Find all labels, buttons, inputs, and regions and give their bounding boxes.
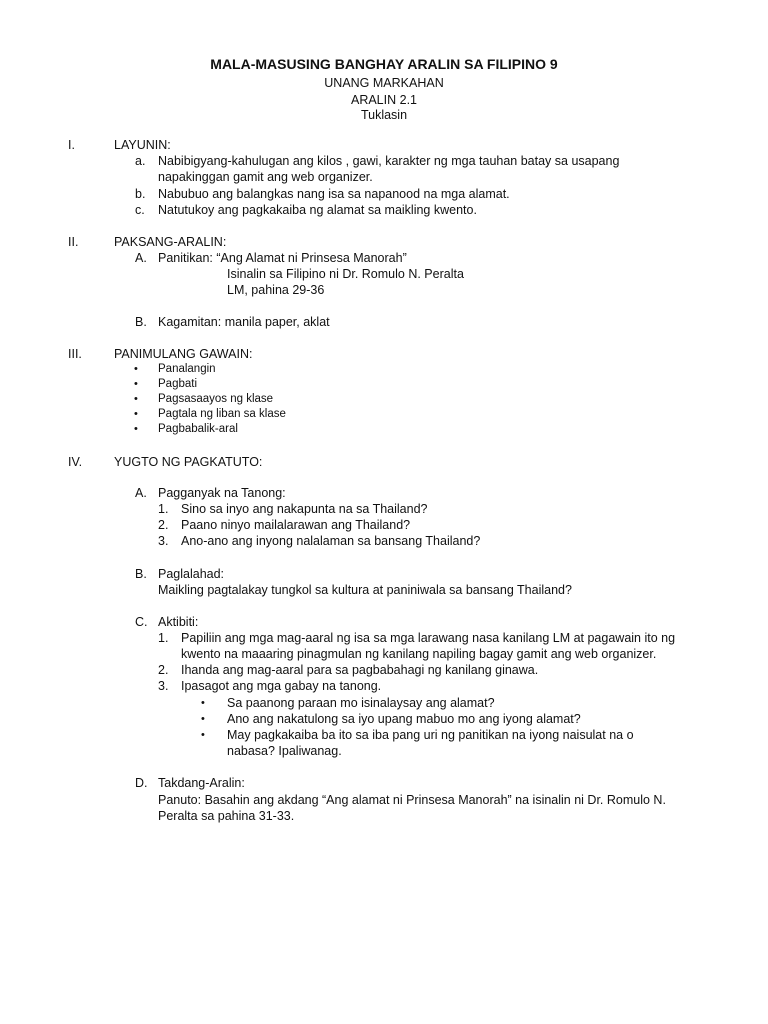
section-number: IV. <box>68 455 83 469</box>
list-marker: a. <box>135 154 146 168</box>
question-item: Paano ninyo mailalarawan ang Thailand? <box>181 518 411 532</box>
quarter-label: UNANG MARKAHAN <box>324 76 444 90</box>
list-marker: D. <box>135 776 148 790</box>
subsection-title-pagganyak: Pagganyak na Tanong: <box>158 486 286 500</box>
list-item: Pagbabalik-aral <box>158 423 238 435</box>
section-heading-layunin: LAYUNIN: <box>114 138 171 152</box>
bullet-icon: • <box>134 408 138 420</box>
bullet-icon: • <box>201 697 205 709</box>
section-heading-panimulang-gawain: PANIMULANG GAWAIN: <box>114 347 253 361</box>
subsection-title-paglalahad: Paglalahad: <box>158 567 225 581</box>
objective-c: Natutukoy ang pagkakaiba ng alamat sa maikling kwento. <box>158 203 477 217</box>
list-item: Panalangin <box>158 363 216 375</box>
bullet-icon: • <box>134 423 138 435</box>
section-heading-paksang-aralin: PAKSANG-ARALIN: <box>114 235 227 249</box>
list-marker: 1. <box>158 631 169 645</box>
list-marker: 3. <box>158 534 169 548</box>
list-item: Pagbati <box>158 378 198 390</box>
list-item: Pagtala ng liban sa klase <box>158 408 286 420</box>
objective-a: Nabibigyang-kahulugan ang kilos , gawi, karakter ng mga tauhan batay sa usapang <box>158 154 620 168</box>
assignment-instructions: Panuto: Basahin ang akdang “Ang alamat ni Prinsesa Manorah” na isinalin ni Dr. Romulo N. <box>158 793 666 807</box>
list-marker: c. <box>135 203 145 217</box>
document-title: MALA-MASUSING BANGHAY ARALIN SA FILIPINO 9 <box>210 56 558 72</box>
activity-step: Ipasagot ang mga gabay na tanong. <box>181 679 382 693</box>
list-marker: B. <box>135 567 147 581</box>
guide-question: Ano ang nakatulong sa iyo upang mabuo mo ang iyong alamat? <box>227 712 581 726</box>
assignment-instructions-cont: Peralta sa pahina 31-33. <box>158 809 295 823</box>
question-item: Ano-ano ang inyong nalalaman sa bansang Thailand? <box>181 534 481 548</box>
question-item: Sino sa inyo ang nakapunta na sa Thailand? <box>181 502 428 516</box>
bullet-icon: • <box>201 713 205 725</box>
subject-translator: Isinalin sa Filipino ni Dr. Romulo N. Peralta <box>227 267 464 281</box>
list-marker: 1. <box>158 502 169 516</box>
list-marker: 2. <box>158 518 169 532</box>
subsection-title-aktibiti: Aktibiti: <box>158 615 199 629</box>
section-number: III. <box>68 347 82 361</box>
list-marker: 3. <box>158 679 169 693</box>
list-item: Pagsasaayos ng klase <box>158 393 274 405</box>
bullet-icon: • <box>201 729 205 741</box>
presentation-text: Maikling pagtalakay tungkol sa kultura at paniniwala sa bansang Thailand? <box>158 583 572 597</box>
list-marker: b. <box>135 187 146 201</box>
objective-b: Nabubuo ang balangkas nang isa sa napanood na mga alamat. <box>158 187 510 201</box>
activity-step: Ihanda ang mag-aaral para sa pagbabahagi ng kanilang ginawa. <box>181 663 539 677</box>
guide-question: May pagkakaiba ba ito sa iba pang uri ng panitikan na iyong naisulat na o <box>227 728 634 742</box>
section-number: II. <box>68 235 79 249</box>
activity-step: Papiliin ang mga mag-aaral ng isa sa mga larawang nasa kanilang LM at pagawain ito ng <box>181 631 676 645</box>
phase-label: Tuklasin <box>360 108 408 122</box>
list-marker: 2. <box>158 663 169 677</box>
section-heading-yugto: YUGTO NG PAGKATUTO: <box>114 455 263 469</box>
subject-materials: Kagamitan: manila paper, aklat <box>158 315 330 329</box>
bullet-icon: • <box>134 378 138 390</box>
lesson-label: ARALIN 2.1 <box>350 93 417 107</box>
subject-pages: LM, pahina 29-36 <box>227 283 325 297</box>
activity-step-cont: kwento na maaaring pinagmulan ng kanilang napiling bagay gamit ang web organizer. <box>181 647 657 661</box>
bullet-icon: • <box>134 363 138 375</box>
list-marker: A. <box>135 251 147 265</box>
section-number: I. <box>68 138 75 152</box>
guide-question: Sa paanong paraan mo isinalaysay ang alamat? <box>227 696 495 710</box>
objective-a-cont: napakinggan gamit ang web organizer. <box>158 170 373 184</box>
bullet-icon: • <box>134 393 138 405</box>
list-marker: C. <box>135 615 148 629</box>
list-marker: A. <box>135 486 147 500</box>
subsection-title-takdang-aralin: Takdang-Aralin: <box>158 776 245 790</box>
subject-literature: Panitikan: “Ang Alamat ni Prinsesa Manorah” <box>158 251 407 265</box>
guide-question-cont: nabasa? Ipaliwanag. <box>227 744 342 758</box>
list-marker: B. <box>135 315 147 329</box>
